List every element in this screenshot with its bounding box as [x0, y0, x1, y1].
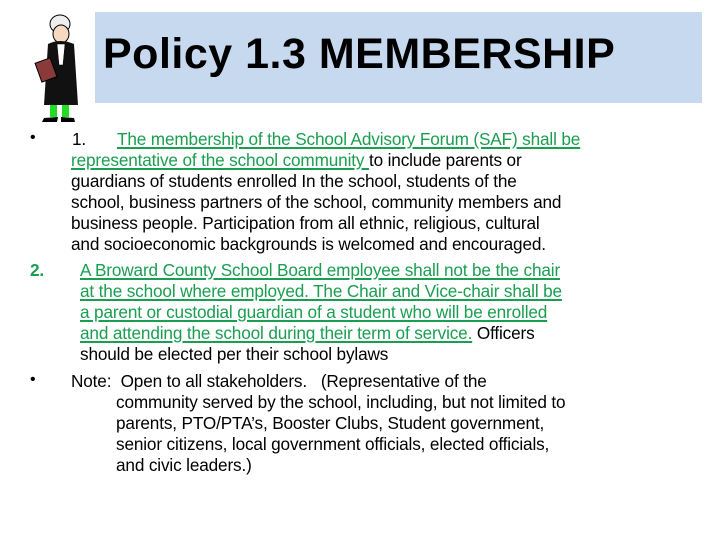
- item-1-line: [71, 150, 522, 171]
- item-1-line: guardians of students enrolled In the school, students of the: [71, 171, 517, 191]
- note-line: and civic leaders.): [116, 455, 252, 475]
- item-2-line: a parent or custodial guardian of a student who will be enrolled: [80, 302, 548, 322]
- slide-title: Policy 1.3 MEMBERSHIP: [103, 30, 616, 78]
- note-line: senior citizens, local government officials, elected officials,: [116, 434, 550, 454]
- bullet: •: [30, 371, 36, 388]
- item-1-line: business people. Participation from all ethnic, religious, cultural: [71, 213, 540, 233]
- body-text: Officers: [472, 323, 535, 343]
- item-1-line: The membership of the School Advisory Forum (SAF) shall be: [117, 129, 581, 149]
- item-2-line: at the school where employed. The Chair and Vice-chair shall be: [80, 281, 562, 301]
- note-line: community served by the school, including, but not limited to: [116, 392, 566, 412]
- item-2-number: 2.: [30, 260, 45, 280]
- note-line: parents, PTO/PTA’s, Booster Clubs, Student government,: [116, 413, 545, 433]
- highlight-text: representative of the school community: [71, 150, 369, 170]
- bullet: •: [30, 129, 36, 146]
- item-1-line: school, business partners of the school, community members and: [71, 192, 562, 212]
- note-line: Note: Open to all stakeholders. (Representative of the: [71, 371, 487, 391]
- highlight-text: and attending the school during their term of service.: [80, 323, 473, 343]
- body-text: to include parents or: [368, 150, 522, 170]
- item-2-line: A Broward County School Board employee shall not be the chair: [80, 260, 561, 280]
- judge-with-book-icon: [30, 10, 100, 130]
- item-2-line: should be elected per their school bylaws: [80, 344, 389, 364]
- item-2-line: [80, 323, 535, 344]
- item-1-number: 1.: [72, 129, 87, 149]
- item-1-line: and socioeconomic backgrounds is welcomed and encouraged.: [71, 234, 546, 254]
